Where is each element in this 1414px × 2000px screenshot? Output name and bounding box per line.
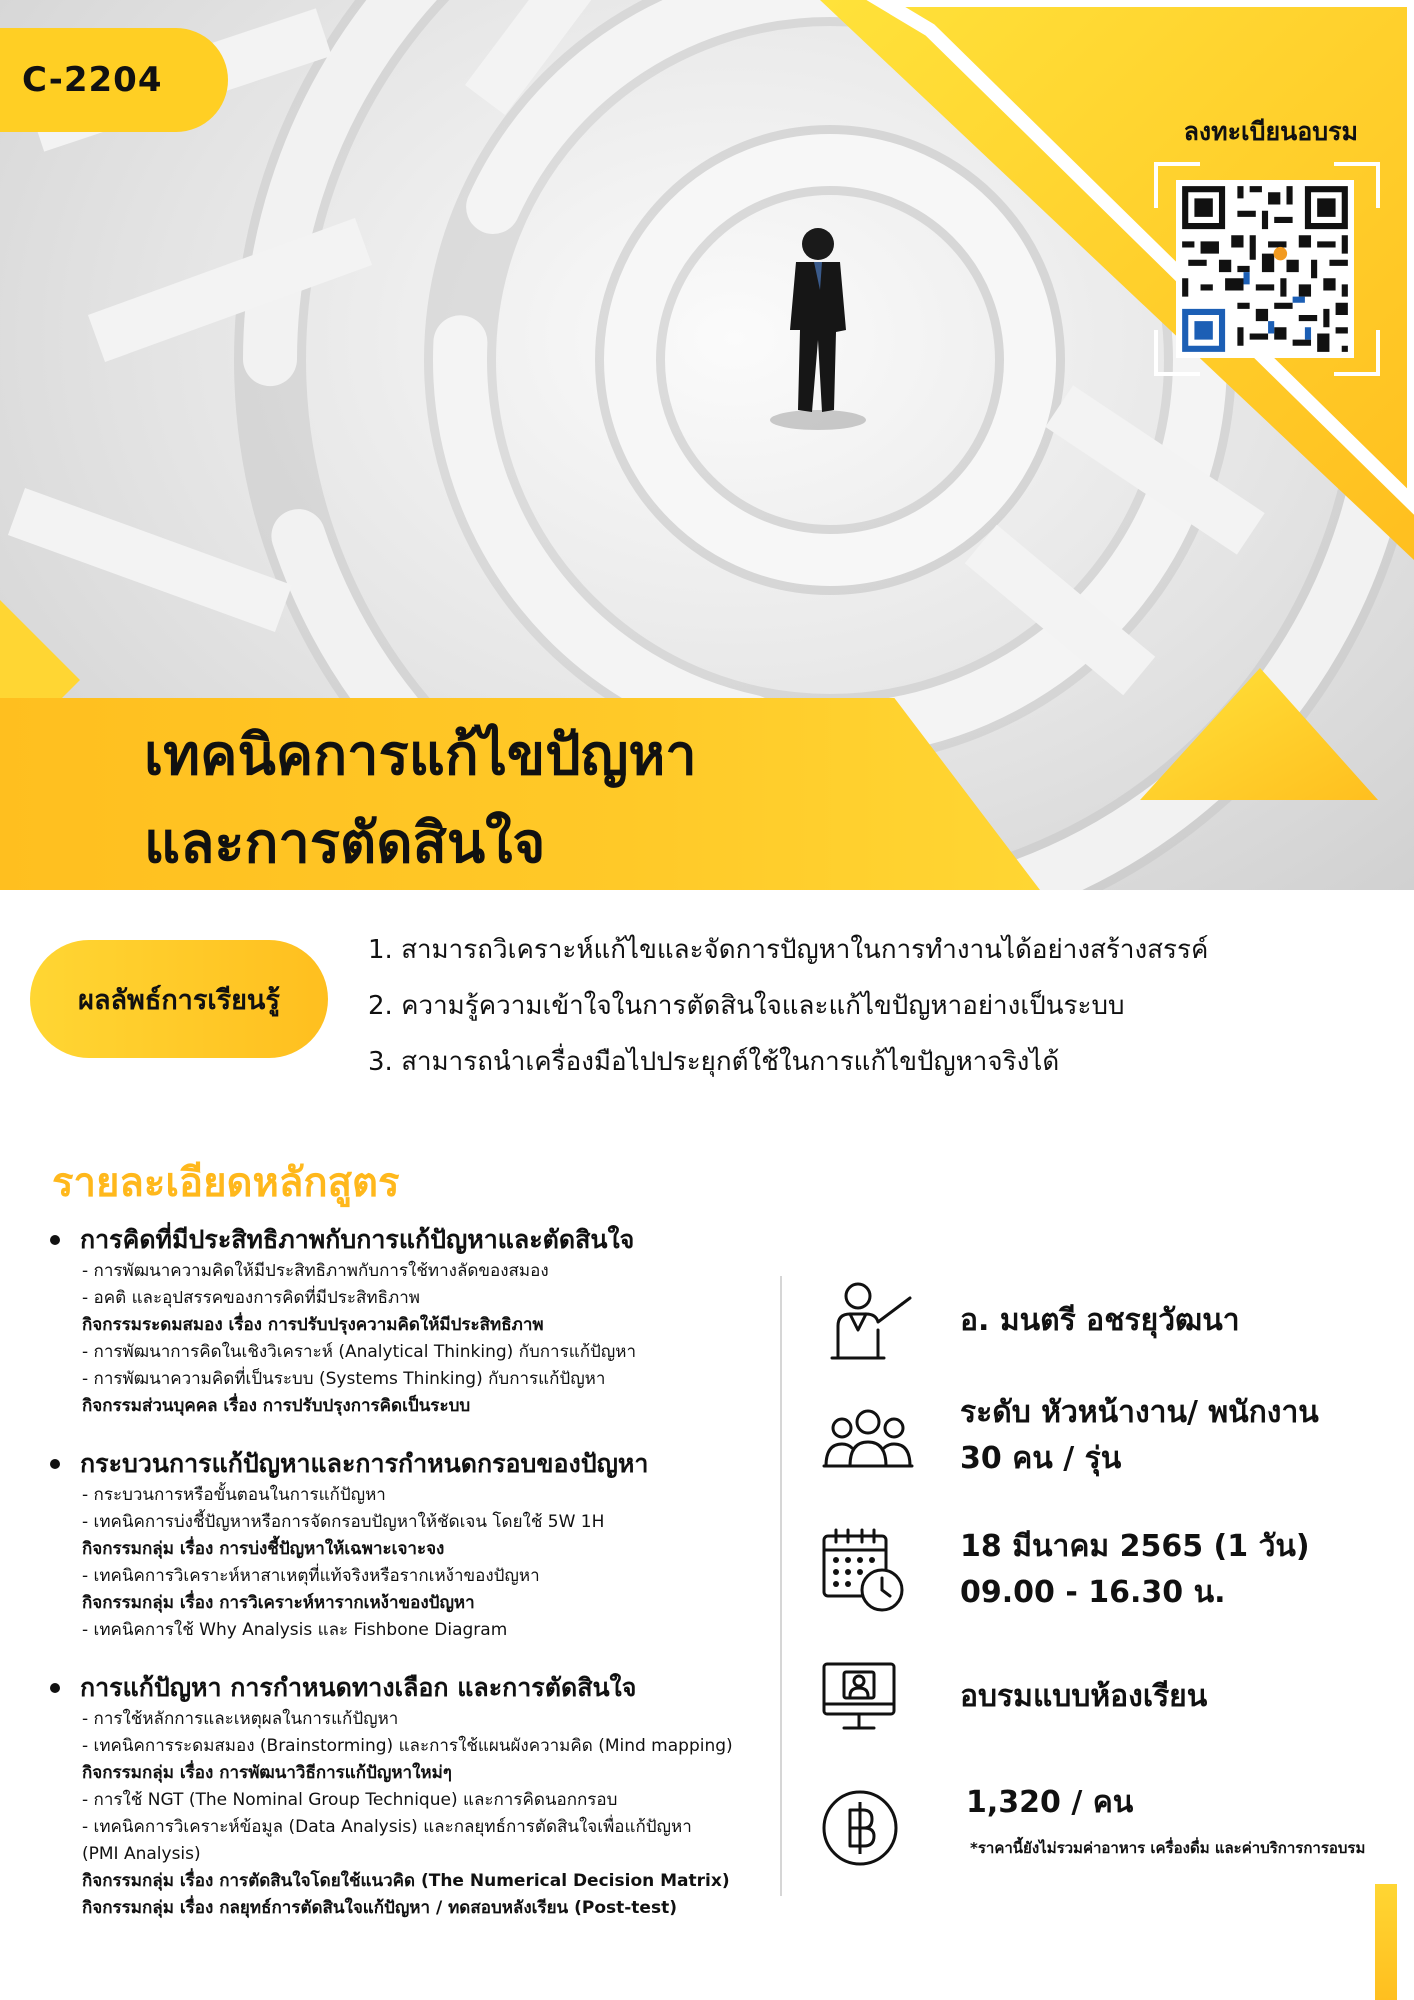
- bullet-icon: [50, 1235, 60, 1245]
- module-item: - เทคนิคการระดมสมอง (Brainstorming) และการใช้แผนผังความคิด (Mind mapping): [82, 1736, 733, 1756]
- module-1: [44, 1222, 784, 1420]
- module-2: [44, 1446, 784, 1644]
- column-divider: [780, 1276, 782, 1896]
- module-activity: กิจกรรมกลุ่ม เรื่อง การวิเคราะห์หารากเหง้าของปัญหา: [82, 1593, 475, 1613]
- course-modules: [44, 1222, 784, 1948]
- learning-outcomes-label: ผลลัพธ์การเรียนรู้: [30, 940, 328, 1058]
- module-activity: กิจกรรมกลุ่ม เรื่อง การพัฒนาวิธีการแก้ปัญหาใหม่ๆ: [82, 1763, 452, 1783]
- level-info: [960, 1390, 1319, 1482]
- bullet-icon: [50, 1683, 60, 1693]
- module-activity: กิจกรรมกลุ่ม เรื่อง การตัดสินใจโดยใช้แนวคิด (The Numerical Decision Matrix): [82, 1871, 730, 1891]
- module-item: - การใช้หลักการและเหตุผลในการแก้ปัญหา: [82, 1709, 399, 1729]
- decor-bar: [1375, 1884, 1397, 2000]
- qr-frame[interactable]: [1154, 162, 1380, 376]
- outcome-item: 1. สามารถวิเคราะห์แก้ไขและจัดการปัญหาในการทำงานได้อย่างสร้างสรรค์: [368, 935, 1209, 965]
- training-format: อบรมแบบห้องเรียน: [960, 1679, 1208, 1714]
- module-item: - กระบวนการหรือขั้นตอนในการแก้ปัญหา: [82, 1485, 386, 1505]
- learning-outcomes-list: [368, 922, 1208, 1090]
- module-item: - การพัฒนาความคิดที่เป็นระบบ (Systems Thinking) กับการแก้ปัญหา: [82, 1369, 606, 1389]
- module-activity: กิจกรรมส่วนบุคคล เรื่อง การปรับปรุงการคิดเป็นระบบ: [82, 1396, 471, 1416]
- bullet-icon: [50, 1459, 60, 1469]
- outcome-item: 3. สามารถนำเครื่องมือไปประยุกต์ใช้ในการแก้ไขปัญหาจริงได้: [368, 1047, 1060, 1077]
- module-item: - การใช้ NGT (The Nominal Group Technique) และการคิดนอกกรอบ: [82, 1790, 618, 1810]
- course-code-badge: C-2204: [0, 28, 228, 132]
- class-size: 30 คน / รุ่น: [960, 1441, 1122, 1476]
- training-time: 09.00 - 16.30 น.: [960, 1575, 1226, 1610]
- qr-code-icon[interactable]: [1176, 180, 1354, 358]
- module-item: - เทคนิคการบ่งชี้ปัญหาหรือการจัดกรอบปัญหาให้ชัดเจน โดยใช้ 5W 1H: [82, 1512, 605, 1532]
- outcome-item: 2. ความรู้ความเข้าใจในการตัดสินใจและแก้ไขปัญหาอย่างเป็นระบบ: [368, 991, 1125, 1021]
- teacher-icon: [818, 1278, 918, 1368]
- module-item: - เทคนิคการวิเคราะห์ข้อมูล (Data Analysis) และกลยุทธ์การตัดสินใจเพื่อแก้ปัญหา: [82, 1817, 692, 1837]
- module-title: กระบวนการแก้ปัญหาและการกำหนดกรอบของปัญหา: [80, 1449, 649, 1478]
- module-title: การคิดที่มีประสิทธิภาพกับการแก้ปัญหาและตัดสินใจ: [80, 1225, 635, 1254]
- module-activity: กิจกรรมระดมสมอง เรื่อง การปรับปรุงความคิดให้มีประสิทธิภาพ: [82, 1315, 544, 1335]
- hero-section: [0, 0, 1414, 890]
- instructor-name: อ. มนตรี อชรยุวัฒนา: [960, 1303, 1240, 1338]
- course-title-line-2: และการตัดสินใจ: [144, 811, 546, 876]
- target-level: ระดับ หัวหน้างาน/ พนักงาน: [960, 1395, 1319, 1430]
- price-note: *ราคานี้ยังไม่รวมค่าอาหาร เครื่องดื่ม และค่าบริการการอบรม: [970, 1839, 1366, 1857]
- register-label: ลงทะเบียนอบรม: [1183, 117, 1358, 146]
- course-title: [144, 712, 697, 888]
- group-icon: [818, 1404, 918, 1474]
- module-activity: กิจกรรมกลุ่ม เรื่อง กลยุทธ์การตัดสินใจแก้ปัญหา / ทดสอบหลังเรียน (Post-test): [82, 1898, 677, 1918]
- module-title: การแก้ปัญหา การกำหนดทางเลือก และการตัดสินใจ: [80, 1673, 637, 1702]
- module-item: - การพัฒนาการคิดในเชิงวิเคราะห์ (Analytical Thinking) กับการแก้ปัญหา: [82, 1342, 637, 1362]
- course-details-heading: รายละเอียดหลักสูตร: [52, 1160, 400, 1206]
- module-3: [44, 1670, 784, 1922]
- module-item: - เทคนิคการวิเคราะห์หาสาเหตุที่แท้จริงหรือรากเหง้าของปัญหา: [82, 1566, 540, 1586]
- price: 1,320 / คน: [966, 1785, 1134, 1820]
- monitor-user-icon: [818, 1660, 908, 1736]
- course-title-line-1: เทคนิคการแก้ไขปัญหา: [144, 723, 697, 788]
- module-item: - การพัฒนาความคิดให้มีประสิทธิภาพกับการใช้ทางลัดของสมอง: [82, 1261, 549, 1281]
- calendar-clock-icon: [818, 1526, 908, 1616]
- training-date: 18 มีนาคม 2565 (1 วัน): [960, 1529, 1310, 1564]
- module-item: - เทคนิคการใช้ Why Analysis และ Fishbone Diagram: [82, 1620, 508, 1640]
- baht-icon: [818, 1786, 902, 1870]
- module-activity: กิจกรรมกลุ่ม เรื่อง การบ่งชี้ปัญหาให้เฉพาะเจาะจง: [82, 1539, 445, 1559]
- module-item: - อคติ และอุปสรรคของการคิดที่มีประสิทธิภาพ: [82, 1288, 420, 1308]
- schedule-info: [960, 1524, 1310, 1616]
- module-item: (PMI Analysis): [82, 1844, 201, 1864]
